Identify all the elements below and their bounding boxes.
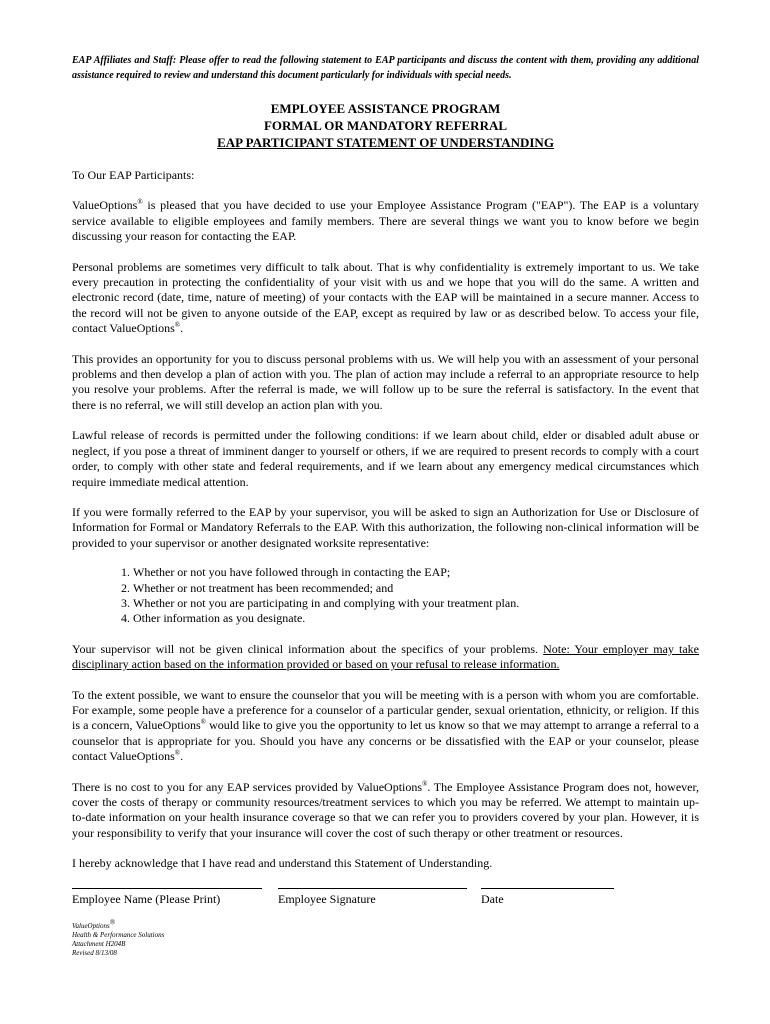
footer-revised: Revised 8/13/08 [72, 949, 117, 957]
greeting: To Our EAP Participants: [72, 168, 195, 182]
date-label: Date [481, 892, 504, 906]
footer-brand-line [72, 918, 164, 931]
signature-line [278, 888, 467, 889]
registered-mark: ® [174, 749, 181, 758]
staff-instructions: EAP Affiliates and Staff: Please offer to read the following statement to EAP participants and discuss the content with them, providing any additional assistance required to review and understand this document particularly for individuals with special needs. [72, 55, 699, 81]
list-item: 2. Whether or not treatment has been recommended; and [133, 581, 699, 596]
title-line-3: EAP PARTICIPANT STATEMENT OF UNDERSTANDING [217, 135, 554, 150]
footer-attachment: Attachment H204B [72, 940, 126, 948]
registered-mark: ® [109, 918, 116, 927]
paragraph-cost [72, 780, 699, 842]
title-line-2: FORMAL OR MANDATORY REFERRAL [263, 118, 508, 133]
brand-name: ValueOptions [72, 198, 138, 213]
name-label: Employee Name (Please Print) [72, 892, 221, 906]
paragraph-opportunity: This provides an opportunity for you to discuss personal problems with us. We will help you with an assessment of your personal problems and then develop a plan of action with you. The plan of action may include a referral to an appropriate resource to help you resolve your problems. After the referral is made, we will follow up to be sure the referral is satisfactory. In the event that there is no referral, we will still develop an action plan with you. [72, 351, 699, 412]
registered-mark: ® [422, 779, 428, 788]
registered-mark: ® [137, 198, 143, 207]
name-line [72, 888, 262, 889]
footer-brand: ValueOptions [72, 922, 110, 930]
date-line [481, 888, 614, 889]
counselor-text-b: would like to give you the opportunity to let us know so that we may attempt to arrange a referral to a counselor that is appropriate for you. Should you have any concerns or be dissatisfied with the EAP or your counselor, please contact ValueOptions [72, 718, 700, 764]
footer-tagline: Health & Performance Solutions [72, 931, 165, 939]
employer-note: Note: Your employer may take disciplinary action based on the information provided or based on your refusal to release information. [72, 641, 699, 672]
list-item: 1. Whether or not you have followed through in contacting the EAP; [133, 565, 699, 580]
paragraph-supervisor [72, 642, 699, 673]
list-item: 3. Whether or not you are participating in and complying with your treatment plan. [133, 596, 699, 611]
title-line-1: EMPLOYEE ASSISTANCE PROGRAM [270, 101, 501, 116]
list-item: 4. Other information as you designate. [133, 611, 699, 626]
paragraph-confidentiality [72, 260, 699, 337]
paragraph-intro [72, 198, 699, 244]
footer [72, 918, 165, 958]
registered-mark: ® [174, 321, 181, 330]
intro-text: is pleased that you have decided to use your Employee Assistance Program ("EAP"). The EAP is a voluntary service available to eligible employees and family members. There are several things we want you to know before we begin discussing your reason for contacting the EAP. [72, 198, 699, 244]
confidentiality-text: Personal problems are sometimes very difficult to talk about. That is why confidentiality is extremely important to us. We take every precaution in protecting the confidentiality of your visit with us and we hope that you will do the same. A written and electronic record (date, time, nature of meeting) of your contacts with the EAP will be maintained in a secure manner. Access to the record will not be given to anyone outside of the EAP, except as required by law or as described below. To access your file, contact ValueOptions [72, 259, 699, 336]
paragraph-formal-referral: If you were formally referred to the EAP by your supervisor, you will be asked to sign an Authorization for Use or Disclosure of Information for Formal or Mandatory Referrals to the EAP. With this authorization, the following non-clinical information will be provided to your supervisor or another designated worksite representative: [72, 504, 699, 550]
signature-label: Employee Signature [278, 892, 376, 906]
counselor-text-a: To the extent possible, we want to ensure the counselor that you will be meeting with is a person with whom you are comfortable. For example, some people have a preference for a counselor of a particular gender, sexual orientation, ethnicity, or religion. If this is a concern, ValueOptions [72, 687, 699, 733]
supervisor-text: Your supervisor will not be given clinical information about the specifics of your problems. [72, 641, 544, 656]
employee-signature-field[interactable] [278, 888, 467, 907]
document-body [72, 53, 699, 872]
registered-mark: ® [200, 718, 206, 727]
document-title-block [72, 100, 699, 151]
paragraph-lawful-release: Lawful release of records is permitted under the following conditions: if we learn about child, elder or disabled adult abuse or neglect, if you pose a threat of imminent danger to yourself or others, if we are required to present records to comply with a court order, to comply with other state and federal requirements, and if we learn about any emergency medical circumstances which require immediate medical attention. [72, 428, 699, 489]
confidentiality-end: . [180, 321, 184, 336]
signature-block [72, 888, 699, 918]
disclosure-list [72, 565, 699, 627]
counselor-text-c: . [180, 749, 184, 764]
acknowledgement: I hereby acknowledge that I have read and understand this Statement of Understanding. [72, 856, 493, 871]
cost-text-a: There is no cost to you for any EAP services provided by ValueOptions [72, 779, 423, 794]
cost-text-b: . The Employee Assistance Program does not, however, cover the costs of therapy or community resources/treatment services to which you may be referred. We attempt to maintain up-to-date information on your health insurance coverage so that we can refer you to providers covered by your plan. However, it is your responsibility to verify that your insurance will cover the cost of such therapy or other treatment or resources. [72, 779, 699, 840]
name-signature-field[interactable] [72, 888, 262, 907]
date-signature-field[interactable] [481, 888, 614, 907]
paragraph-counselor [72, 688, 699, 765]
